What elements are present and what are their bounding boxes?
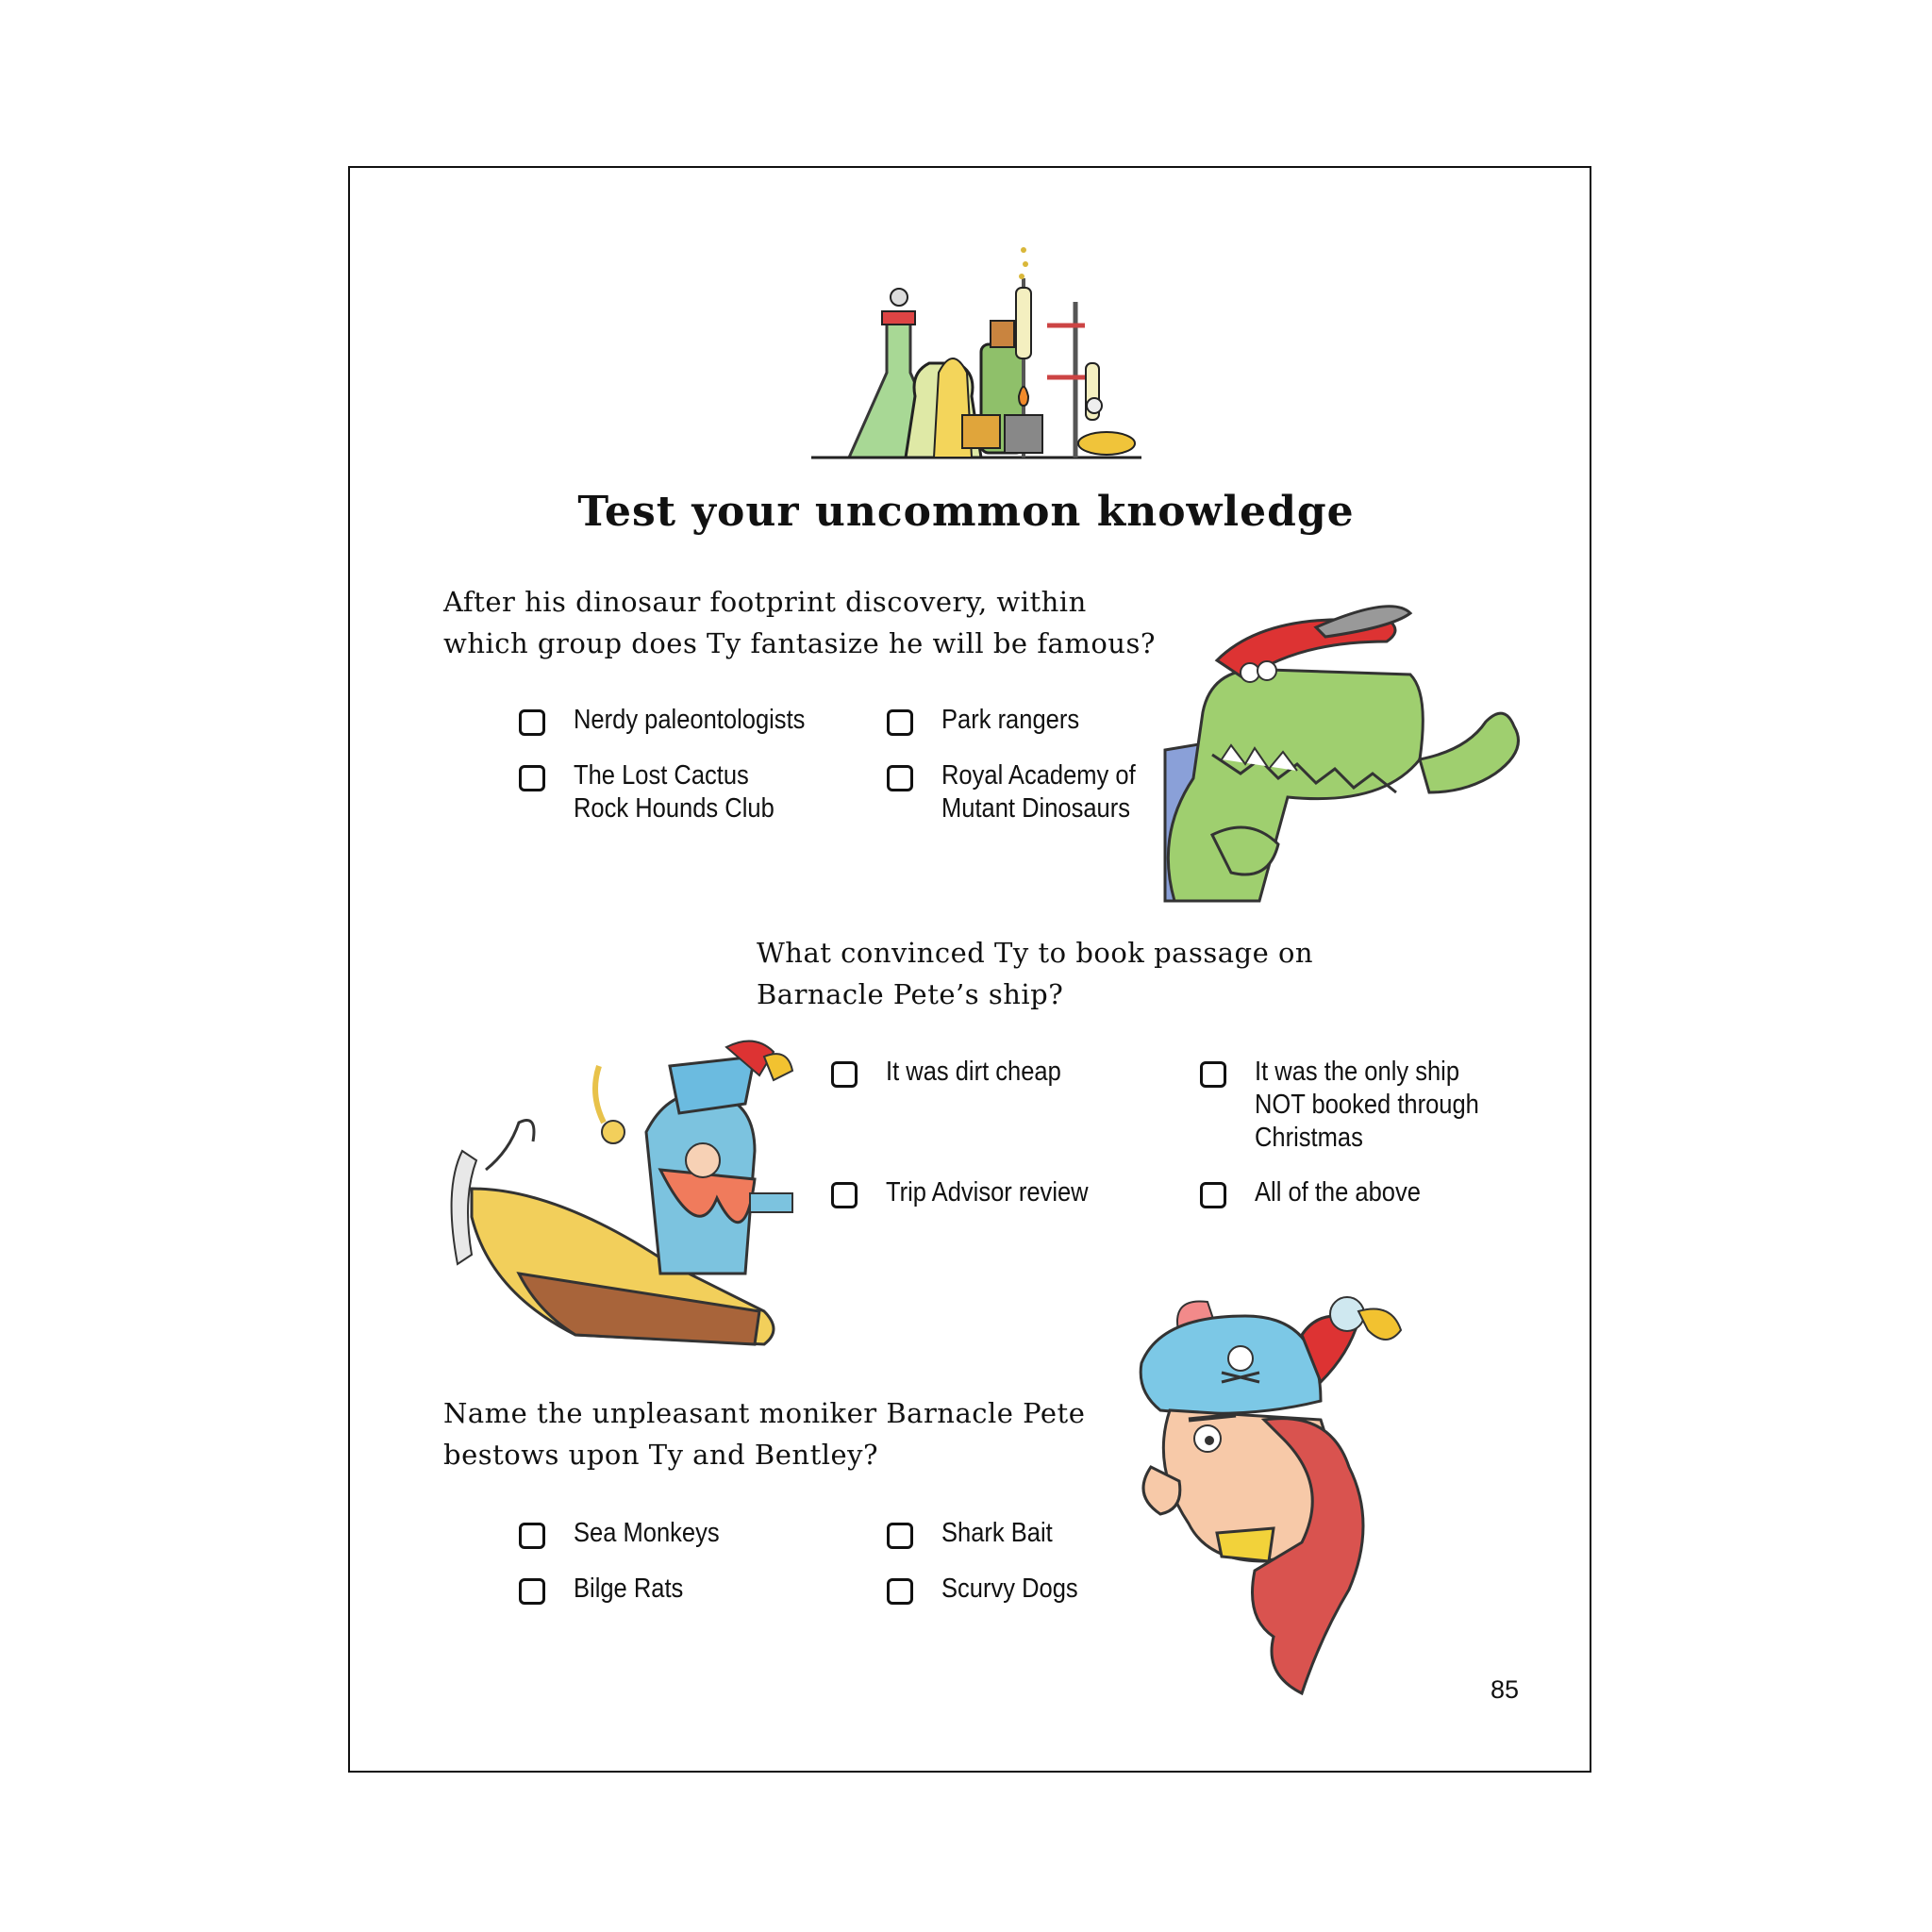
question-3 xyxy=(443,1392,1085,1475)
lab-glassware-illustration xyxy=(807,231,1146,462)
option-q1-a[interactable] xyxy=(519,704,837,737)
option-label: It was the only ship NOT booked through Christmas xyxy=(1255,1057,1479,1153)
checkbox[interactable] xyxy=(1200,1182,1226,1208)
page-number: 85 xyxy=(1491,1675,1520,1704)
checkbox[interactable] xyxy=(887,709,913,736)
option-label: All of the above xyxy=(1255,1177,1421,1208)
question-1-text: After his dinosaur footprint discovery, within which group does Ty fantasize he will be famous? xyxy=(443,586,1156,659)
option-q2-c[interactable] xyxy=(831,1176,1116,1209)
option-q3-b[interactable] xyxy=(887,1517,1068,1550)
option-q2-d[interactable] xyxy=(1200,1176,1443,1209)
dinosaur-illustration xyxy=(1156,590,1533,906)
option-label: Nerdy paleontologists xyxy=(574,705,806,735)
option-q2-b[interactable] xyxy=(1200,1056,1509,1155)
option-label: Sea Monkeys xyxy=(574,1518,720,1548)
option-label: Shark Bait xyxy=(941,1518,1053,1548)
option-q3-c[interactable] xyxy=(519,1573,698,1606)
checkbox[interactable] xyxy=(519,709,545,736)
question-3-text: Name the unpleasant moniker Barnacle Pete bestows upon Ty and Bentley? xyxy=(443,1397,1086,1471)
question-1 xyxy=(443,581,1156,664)
option-q3-d[interactable] xyxy=(887,1573,1096,1606)
checkbox[interactable] xyxy=(519,1523,545,1549)
question-2-text: What convinced Ty to book passage on Barnacle Pete’s ship? xyxy=(757,937,1314,1010)
checkbox[interactable] xyxy=(519,765,545,791)
option-label: Park rangers xyxy=(941,705,1080,735)
option-label: Bilge Rats xyxy=(574,1574,684,1604)
option-label: Trip Advisor review xyxy=(886,1177,1089,1208)
checkbox[interactable] xyxy=(1200,1061,1226,1088)
pirate-face-illustration xyxy=(1132,1278,1443,1712)
checkbox[interactable] xyxy=(887,765,913,791)
question-2 xyxy=(757,932,1313,1015)
checkbox[interactable] xyxy=(887,1523,913,1549)
option-q3-a[interactable] xyxy=(519,1517,740,1550)
option-q1-c[interactable] xyxy=(519,759,802,825)
checkbox[interactable] xyxy=(831,1061,858,1088)
option-label: Royal Academy of Mutant Dinosaurs xyxy=(941,760,1136,824)
checkbox[interactable] xyxy=(831,1182,858,1208)
checkbox[interactable] xyxy=(887,1578,913,1605)
option-label: The Lost Cactus Rock Hounds Club xyxy=(574,760,774,824)
pirate-ship-illustration xyxy=(434,1028,830,1349)
option-q1-b[interactable] xyxy=(887,704,1098,737)
option-label: Scurvy Dogs xyxy=(941,1574,1078,1604)
page-title: Test your uncommon knowledge xyxy=(577,488,1355,536)
option-label: It was dirt cheap xyxy=(886,1057,1061,1087)
option-q2-a[interactable] xyxy=(831,1056,1085,1089)
checkbox[interactable] xyxy=(519,1578,545,1605)
option-q1-d[interactable] xyxy=(887,759,1162,825)
